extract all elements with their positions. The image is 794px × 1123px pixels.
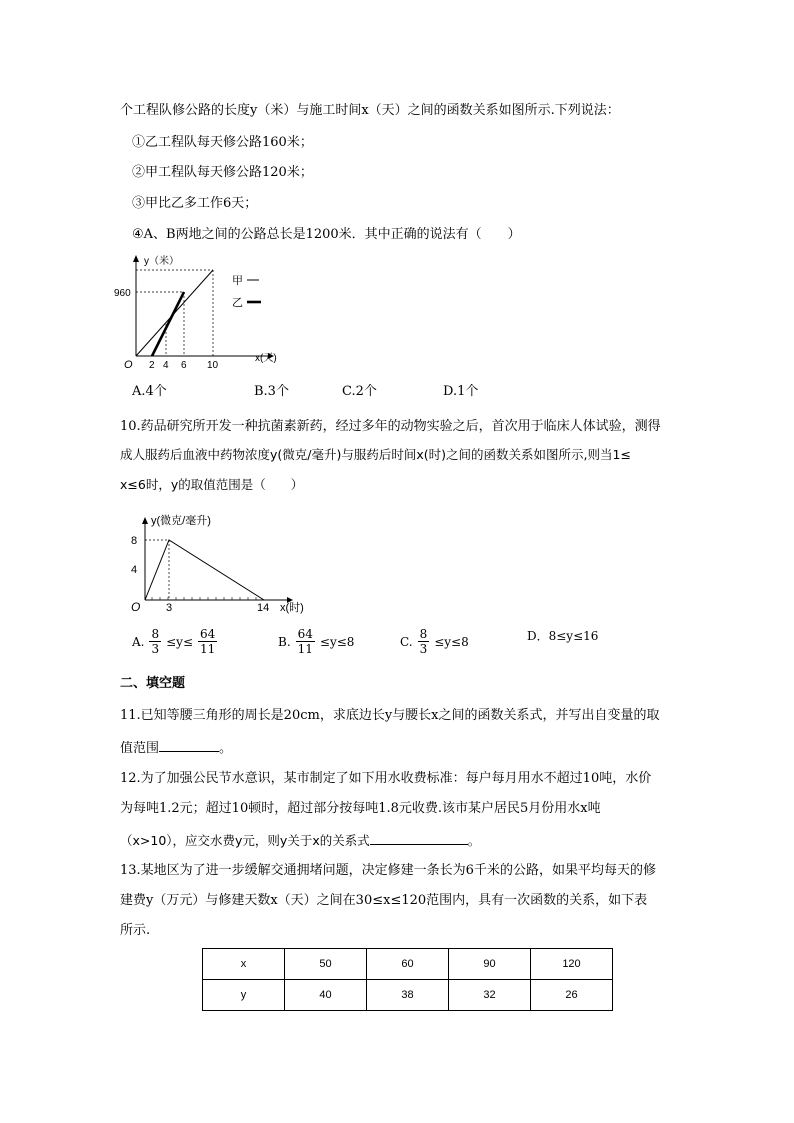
denominator: 3 <box>419 642 428 656</box>
answer-blank[interactable] <box>370 830 468 845</box>
denominator: 3 <box>151 642 160 656</box>
option-relation: ≤y≤ <box>166 634 194 649</box>
x-tick-10: 10 <box>207 360 219 371</box>
y-axis-label: y（米） <box>144 256 179 267</box>
q9-statement-3: ③甲比乙多工作6天； <box>132 196 258 211</box>
q12-end: 。 <box>467 833 481 848</box>
origin-label: O <box>131 600 141 614</box>
q9-graph <box>110 248 290 376</box>
q9-option-d: D.1个 <box>443 384 479 399</box>
table-cell: 60 <box>367 949 449 980</box>
table-cell: 40 <box>285 980 367 1011</box>
legend-jia-label: 甲 <box>232 275 243 287</box>
fraction <box>418 627 430 656</box>
x-tick-3: 3 <box>166 602 173 614</box>
numerator: 64 <box>200 627 216 641</box>
denominator: 11 <box>200 642 216 656</box>
table-cell: 38 <box>367 980 449 1011</box>
option-letter: C. <box>400 634 413 649</box>
option-relation: ≤y≤8 <box>434 634 469 649</box>
q9-option-a: A.4个 <box>132 384 167 399</box>
y-axis-arrow <box>133 255 139 262</box>
q10-line-1: 10.药品研究所开发一种抗菌素新药，经过多年的动物实验之后，首次用于临床人体试验，测得 <box>120 419 661 434</box>
table-cell: 50 <box>285 949 367 980</box>
q11-line-1: 11.已知等腰三角形的周长是20cm，求底边长y与腰长x之间的函数关系式，并写出自变量的取 <box>120 708 660 723</box>
option-text: D．8≤y≤16 <box>527 629 599 643</box>
numerator: 8 <box>419 627 428 641</box>
table-row <box>203 949 613 980</box>
option-letter: B. <box>278 634 291 649</box>
x-tick-14: 14 <box>257 602 270 614</box>
y-axis-arrow <box>142 517 148 524</box>
q9-option-c: C.2个 <box>342 384 377 399</box>
y-tick-8: 8 <box>131 535 138 547</box>
table-cell: 90 <box>449 949 531 980</box>
table-cell: y <box>203 980 285 1011</box>
q10-option-b <box>278 627 354 656</box>
numerator: 8 <box>151 627 160 641</box>
q10-option-a <box>132 627 220 656</box>
legend-yi-label: 乙 <box>232 297 243 309</box>
fraction <box>149 627 161 656</box>
x-axis-label: x(天) <box>255 353 277 364</box>
section-title: 二、填空题 <box>120 676 186 691</box>
table-cell: 26 <box>531 980 613 1011</box>
x-tick-2: 2 <box>149 360 155 371</box>
table-cell: x <box>203 949 285 980</box>
q13-line-1: 13.某地区为了进一步缓解交通拥堵问题，决定修建一条长为6千米的公路，如果平均每天的修 <box>120 863 656 878</box>
q9-statement-1: ①乙工程队每天修公路160米； <box>132 135 313 150</box>
q10-line-3: x≤6时，y的取值范围是（ ） <box>120 477 304 492</box>
fraction <box>198 627 217 656</box>
q9-statement-2: ②甲工程队每天修公路120米； <box>132 165 313 180</box>
y-tick-4: 4 <box>131 564 138 576</box>
q10-graph <box>125 510 325 618</box>
y-tick-960: 960 <box>114 288 131 299</box>
numerator: 64 <box>297 627 313 641</box>
q11-text: 值范围 <box>120 741 160 756</box>
q9-option-b: B.3个 <box>254 384 289 399</box>
q10-line-2: 成人服药后血液中药物浓度y(微克/毫升)与服药后时间x(时)之间的函数关系如图所示,则当1≤ <box>120 447 631 462</box>
q11-end: 。 <box>219 741 233 756</box>
series-yi <box>152 292 184 356</box>
x-tick-6: 6 <box>181 360 187 371</box>
table-cell: 32 <box>449 980 531 1011</box>
q9-intro: 个工程队修公路的长度y（米）与施工时间x（天）之间的函数关系如图所示.下列说法： <box>120 103 620 118</box>
q10-option-c <box>400 627 469 656</box>
y-axis-label: y(微克/毫升) <box>151 515 211 527</box>
q13-table <box>202 948 613 1011</box>
q10-option-d <box>527 627 598 644</box>
x-axis-label: x(时) <box>280 602 304 614</box>
table-row <box>203 980 613 1011</box>
concentration-curve <box>145 540 264 600</box>
fraction <box>296 627 315 656</box>
origin-label: O <box>124 359 133 371</box>
q12-line-1: 12.为了加强公民节水意识，某市制定了如下用水收费标准：每户每月用水不超过10吨，水价 <box>120 771 652 786</box>
q12-line-2: 为每吨1.2元；超过10顿时，超过部分按每吨1.8元收费.该市某户居民5月份用水x吨 <box>120 801 601 816</box>
table-cell: 120 <box>531 949 613 980</box>
q11-line-2 <box>120 737 232 758</box>
q13-line-2: 建费y（万元）与修建天数x（天）之间在30≤x≤120范围内，具有一次函数的关系，如下表 <box>120 893 648 908</box>
option-relation: ≤y≤8 <box>319 634 355 649</box>
q9-statement-4: ④A、B两地之间的公路总长是1200米．其中正确的说法有（ ） <box>132 227 521 242</box>
denominator: 11 <box>297 642 313 656</box>
q12-line-3 <box>120 830 480 850</box>
answer-blank[interactable] <box>159 737 219 752</box>
x-tick-4: 4 <box>163 360 169 371</box>
q13-line-3: 所示. <box>120 923 151 938</box>
q12-text: （x>10），应交水费y元，则y关于x的关系式 <box>120 833 370 848</box>
option-letter: A. <box>132 634 145 649</box>
